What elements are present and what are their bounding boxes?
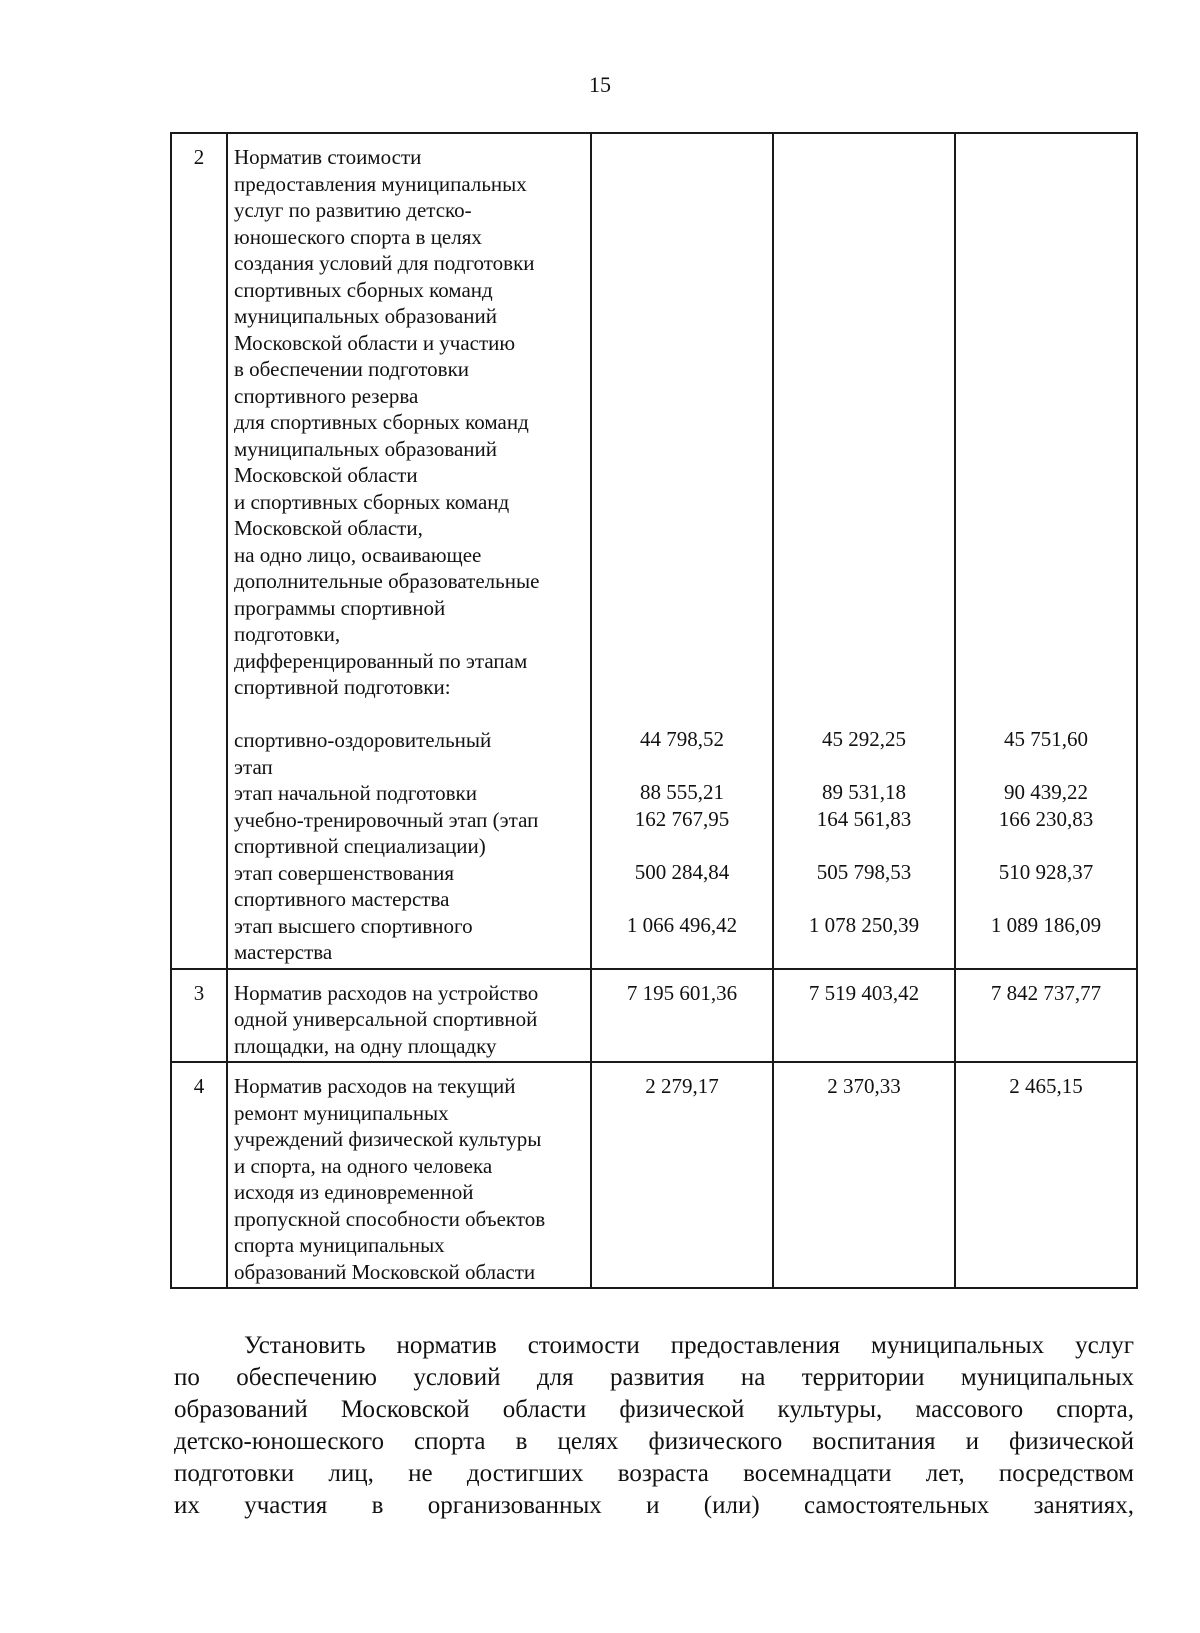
paragraph-line: детско-юношеского спорта в целях физического воспитания и физической bbox=[174, 1428, 1134, 1455]
blank-line bbox=[774, 753, 954, 780]
row-text-line: спортивных сборных команд bbox=[234, 277, 493, 302]
blank-line bbox=[592, 753, 772, 780]
row-description bbox=[227, 969, 591, 1063]
paragraph-line: Установить норматив стоимости предоставления муниципальных услуг bbox=[244, 1332, 1134, 1359]
row-text-line: Московской области и участию bbox=[234, 330, 516, 355]
blank-line bbox=[592, 832, 772, 859]
paragraph-line: подготовки лиц, не достигших возраста восемнадцати лет, посредством bbox=[174, 1460, 1134, 1487]
stage-value: 500 284,84 bbox=[634, 859, 730, 884]
stage-label-line: спортивной специализации) bbox=[234, 834, 486, 858]
stage-label-line: этап совершенствования bbox=[234, 860, 455, 885]
stage-value: 89 531,18 bbox=[822, 780, 906, 804]
row-text-line: в обеспечении подготовки bbox=[234, 357, 470, 381]
row-text-line: юношеского спорта в целях bbox=[234, 224, 482, 249]
row-text-line: учреждений физической культуры bbox=[234, 1127, 542, 1151]
blank-line bbox=[956, 885, 1136, 912]
row-value: 7 519 403,42 bbox=[773, 969, 955, 1063]
blank-space bbox=[956, 144, 1136, 726]
normatives-table bbox=[170, 132, 1138, 1289]
stage-value: 45 292,25 bbox=[822, 727, 906, 751]
table-row bbox=[171, 1062, 1137, 1288]
page-number: 15 bbox=[589, 72, 611, 97]
stage-value: 88 555,21 bbox=[640, 780, 724, 804]
row-number: 2 bbox=[171, 133, 227, 969]
stage-value: 505 798,53 bbox=[816, 859, 912, 884]
stage-label-line: спортивного мастерства bbox=[234, 887, 450, 911]
row-text-line: исходя из единовременной bbox=[234, 1180, 474, 1204]
blank-line bbox=[956, 832, 1136, 859]
paragraph-line: образований Московской области физической культуры, массового спорта, bbox=[174, 1396, 1134, 1423]
stage-label-line: этап высшего спортивного bbox=[234, 913, 473, 938]
row-text-line: программы спортивной bbox=[234, 595, 446, 620]
row-text-line: дополнительные образовательные bbox=[234, 569, 540, 593]
value-column-3 bbox=[955, 133, 1137, 969]
blank-line bbox=[774, 885, 954, 912]
stage-value: 1 066 496,42 bbox=[626, 912, 738, 937]
row-text-line: ремонт муниципальных bbox=[234, 1100, 449, 1125]
blank-line bbox=[956, 753, 1136, 780]
row-value: 7 842 737,77 bbox=[955, 969, 1137, 1063]
value-column-2 bbox=[773, 133, 955, 969]
row-text-line: пропускной способности объектов bbox=[234, 1206, 546, 1231]
blank-line bbox=[774, 832, 954, 859]
table-row bbox=[171, 133, 1137, 969]
row-description bbox=[227, 1062, 591, 1288]
stage-label bbox=[234, 913, 584, 966]
row-text-line: Московской области bbox=[234, 463, 418, 487]
row-text-line: для спортивных сборных команд bbox=[234, 410, 529, 434]
row-text-line: Норматив стоимости bbox=[234, 145, 422, 169]
blank-line bbox=[234, 701, 584, 728]
stage-label-line: учебно-тренировочный этап (этап bbox=[234, 807, 539, 832]
row-text-line: Норматив расходов на устройство bbox=[234, 980, 539, 1005]
row-text-line: услуг по развитию детско- bbox=[234, 198, 472, 222]
stage-value: 45 751,60 bbox=[1004, 727, 1088, 751]
table-row bbox=[171, 969, 1137, 1063]
row-number: 4 bbox=[171, 1062, 227, 1288]
row-text-line: спортивной подготовки: bbox=[234, 675, 451, 699]
row-text-line: подготовки, bbox=[234, 622, 341, 646]
row-text-line: муниципальных образований bbox=[234, 436, 497, 461]
paragraph-line: по обеспечению условий для развития на территории муниципальных bbox=[174, 1364, 1134, 1391]
row-text-line: дифференцированный по этапам bbox=[234, 648, 528, 673]
blank-space bbox=[774, 144, 954, 726]
row-text-line: образований Московской области bbox=[234, 1259, 536, 1284]
row-number: 3 bbox=[171, 969, 227, 1063]
row-text-line: предоставления муниципальных bbox=[234, 171, 527, 196]
stage-value: 90 439,22 bbox=[1004, 780, 1088, 804]
stage-label-line: этап начальной подготовки bbox=[234, 781, 477, 805]
stage-label bbox=[234, 860, 584, 913]
stage-label bbox=[234, 727, 584, 780]
stage-label-line: мастерства bbox=[234, 940, 333, 964]
stage-label-line: этап bbox=[234, 754, 273, 779]
stage-label bbox=[234, 780, 584, 807]
row-text-line: площадки, на одну площадку bbox=[234, 1033, 497, 1058]
stage-value: 162 767,95 bbox=[634, 806, 730, 831]
stage-value: 164 561,83 bbox=[816, 806, 912, 831]
row-text-line: и спорта, на одного человека bbox=[234, 1153, 493, 1178]
row-text-line: на одно лицо, осваивающее bbox=[234, 542, 482, 567]
blank-space bbox=[592, 144, 772, 726]
row-text-line: Московской области, bbox=[234, 516, 423, 540]
row-value: 2 370,33 bbox=[773, 1062, 955, 1288]
row-value: 2 279,17 bbox=[591, 1062, 773, 1288]
blank-line bbox=[592, 885, 772, 912]
row-value: 7 195 601,36 bbox=[591, 969, 773, 1063]
body-paragraph bbox=[174, 1330, 1134, 1522]
row-text-line: спортивного резерва bbox=[234, 383, 419, 408]
row-text-line: спорта муниципальных bbox=[234, 1233, 445, 1257]
stage-label-line: спортивно-оздоровительный bbox=[234, 728, 492, 752]
row-text-line: создания условий для подготовки bbox=[234, 251, 535, 275]
stage-value: 166 230,83 bbox=[998, 806, 1094, 831]
stage-label bbox=[234, 807, 584, 860]
row-value: 2 465,15 bbox=[955, 1062, 1137, 1288]
row-text-line: Норматив расходов на текущий bbox=[234, 1074, 516, 1098]
stage-value: 510 928,37 bbox=[998, 859, 1094, 884]
stage-value: 44 798,52 bbox=[640, 727, 724, 751]
row-text-line: муниципальных образований bbox=[234, 304, 497, 328]
row-text-line: и спортивных сборных команд bbox=[234, 489, 510, 514]
paragraph-line: их участия в организованных и (или) самостоятельных занятиях, bbox=[174, 1492, 1134, 1519]
row-description bbox=[227, 133, 591, 969]
stage-value: 1 089 186,09 bbox=[990, 912, 1102, 937]
row-text-line: одной универсальной спортивной bbox=[234, 1007, 538, 1031]
value-column-1 bbox=[591, 133, 773, 969]
stage-value: 1 078 250,39 bbox=[808, 912, 920, 937]
